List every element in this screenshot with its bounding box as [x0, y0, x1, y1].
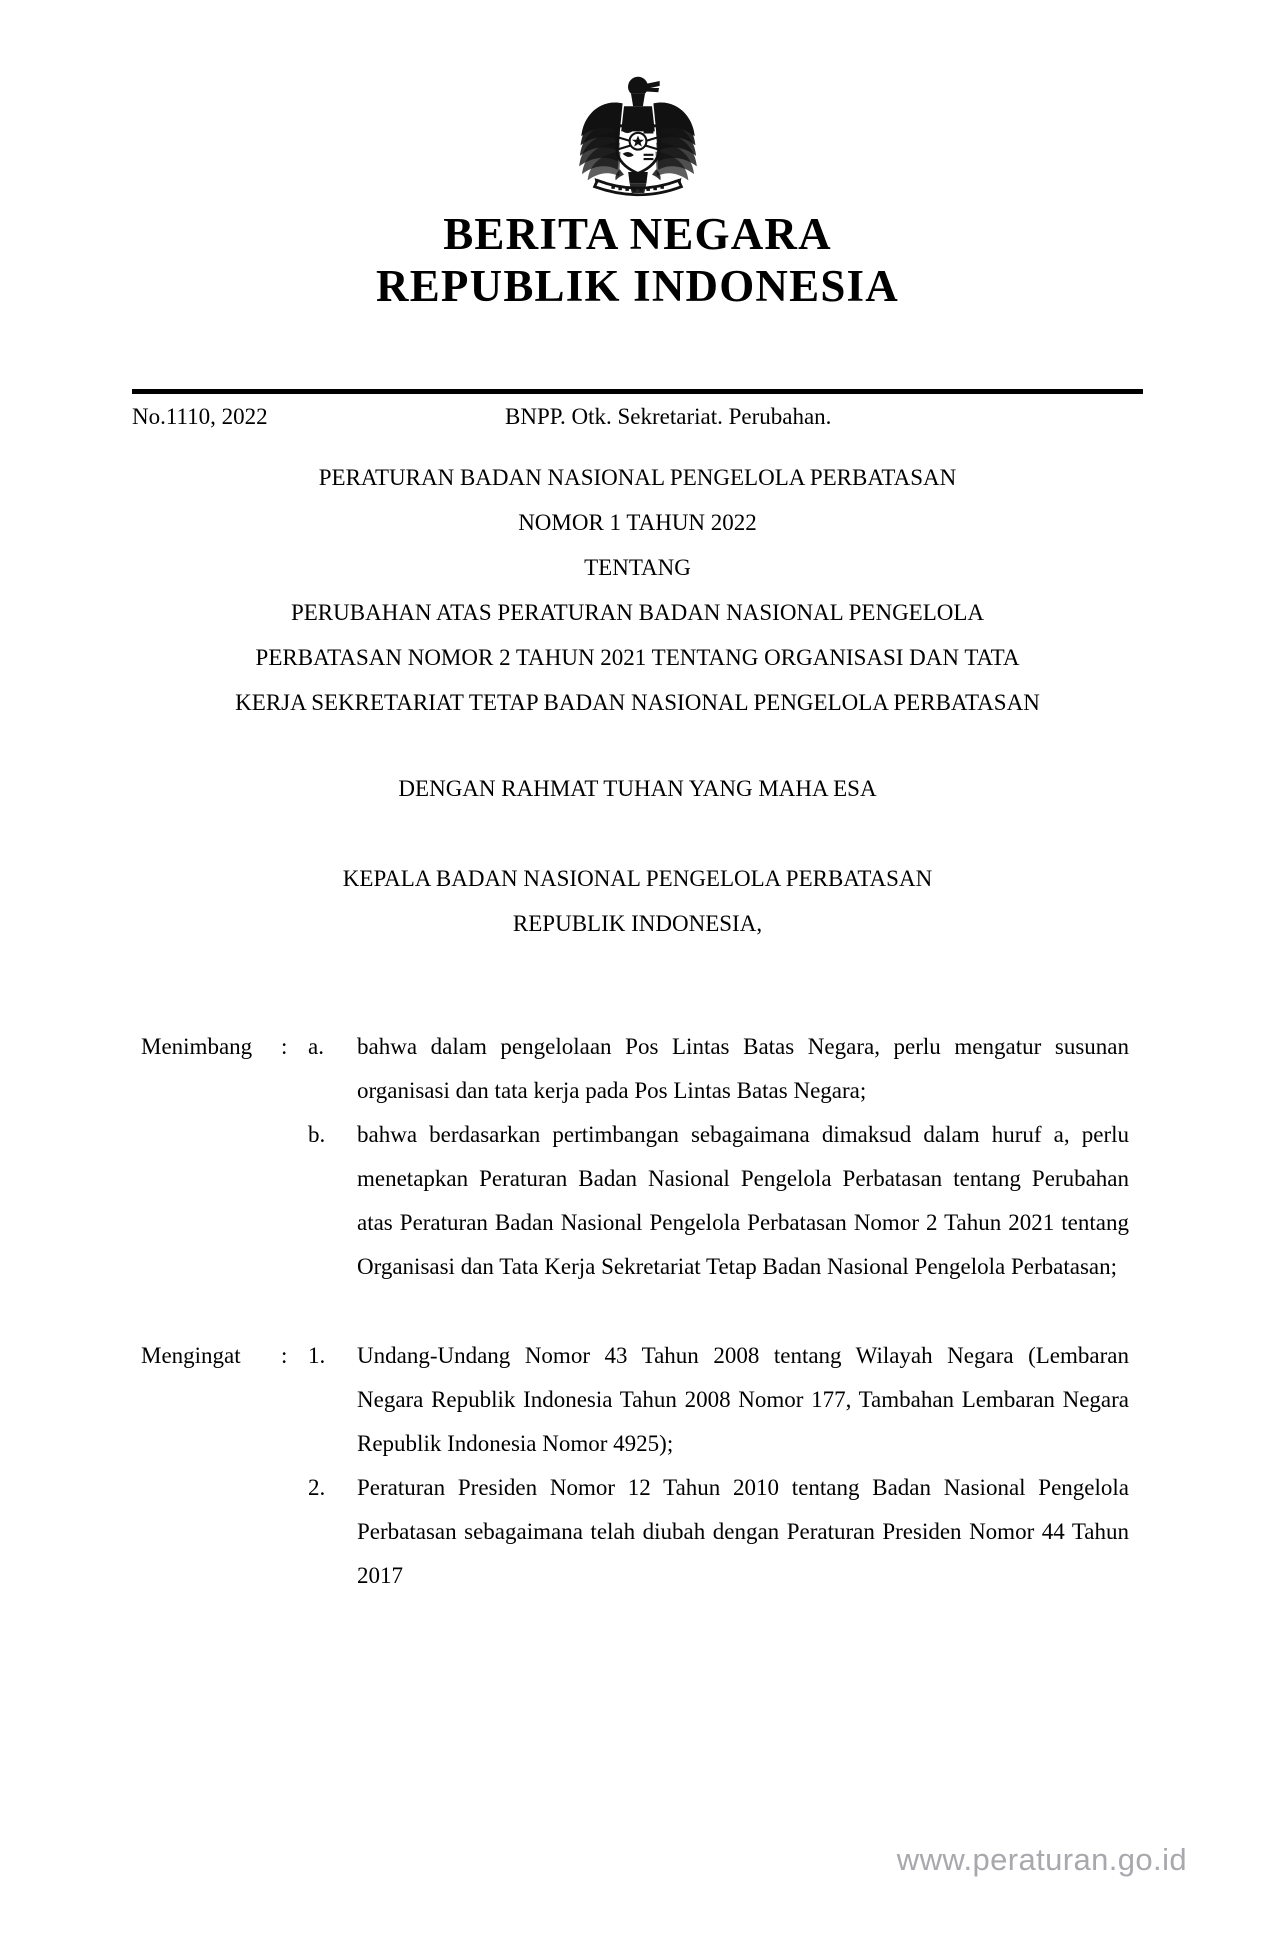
clause-label-mengingat: Mengingat: [141, 1343, 241, 1368]
title-line-6: KERJA SEKRETARIAT TETAP BADAN NASIONAL PENGELOLA PERBATASAN: [235, 690, 1040, 715]
title-line-3-tentang: TENTANG: [584, 555, 691, 580]
title-line-2-number: NOMOR 1 TAHUN 2022: [518, 510, 757, 535]
issuing-authority-block: [132, 856, 1143, 946]
masthead-line-berita-negara: BERITA NEGARA: [443, 209, 832, 259]
clause-item: [141, 1113, 1141, 1289]
clause-text-menimbang-a: bahwa dalam pengelolaan Pos Lintas Batas Negara, perlu mengatur susunan organisasi dan tata kerja pada Pos Lintas Batas Negara;: [357, 1034, 1129, 1103]
clause-marker-1: 1.: [308, 1343, 326, 1368]
footer-watermark-url: www.peraturan.go.id: [896, 1842, 1187, 1877]
masthead: [0, 208, 1275, 312]
gazette-info-row: [132, 400, 1143, 434]
clause-item: [141, 1466, 1141, 1598]
clause-block-menimbang: [141, 1025, 1141, 1289]
clause-text-mengingat-1: Undang-Undang Nomor 43 Tahun 2008 tentang Wilayah Negara (Lembaran Negara Republik Indonesia Tahun 2008 Nomor 177, Tambahan Lembaran Negara Republik Indonesia Nomor 4925);: [357, 1343, 1129, 1456]
gazette-number: No.1110, 2022: [132, 404, 268, 429]
clause-label-menimbang: Menimbang: [141, 1034, 253, 1059]
authority-line-2: REPUBLIK INDONESIA,: [512, 911, 763, 936]
emblem-container: [0, 66, 1275, 213]
clause-marker-a: a.: [308, 1034, 324, 1059]
clause-colon: :: [281, 1343, 288, 1368]
gazette-subject-keywords: BNPP. Otk. Sekretariat. Perubahan.: [505, 404, 832, 429]
clause-text-mengingat-2: Peraturan Presiden Nomor 12 Tahun 2010 tentang Badan Nasional Pengelola Perbatasan sebagaimana telah diubah dengan Peraturan Presiden Nomor 44 Tahun 2017: [357, 1475, 1129, 1588]
title-line-1: PERATURAN BADAN NASIONAL PENGELOLA PERBATASAN: [318, 465, 957, 490]
clause-colon: :: [281, 1034, 288, 1059]
clause-text-menimbang-b: bahwa berdasarkan pertimbangan sebagaimana dimaksud dalam huruf a, perlu menetapkan Peraturan Badan Nasional Pengelola Perbatasan tentang Perubahan atas Peraturan Badan Nasional Pengelola Perbatasan Nomor 2 Tahun 2021 tentang Organisasi dan Tata Kerja Sekretariat Tetap Badan Nasional Pengelola Perbatasan;: [357, 1122, 1129, 1279]
clause-marker-b: b.: [308, 1122, 326, 1147]
title-line-5: PERBATASAN NOMOR 2 TAHUN 2021 TENTANG ORGANISASI DAN TATA: [255, 645, 1020, 670]
clause-item: [141, 1025, 1141, 1113]
clauses-container: [141, 1025, 1141, 1598]
clause-marker-2: 2.: [308, 1475, 326, 1500]
masthead-line-republik-indonesia: REPUBLIK INDONESIA: [376, 261, 899, 311]
blessing-line: DENGAN RAHMAT TUHAN YANG MAHA ESA: [398, 776, 877, 801]
authority-line-1: KEPALA BADAN NASIONAL PENGELOLA PERBATASAN: [342, 866, 933, 891]
masthead-divider-rule: [132, 389, 1143, 394]
clause-block-mengingat: [141, 1334, 1141, 1598]
regulation-title-block: [132, 455, 1143, 725]
clause-item: [141, 1334, 1141, 1466]
garuda-pancasila-emblem-icon: [568, 66, 708, 208]
title-line-4: PERUBAHAN ATAS PERATURAN BADAN NASIONAL PENGELOLA: [290, 600, 985, 625]
